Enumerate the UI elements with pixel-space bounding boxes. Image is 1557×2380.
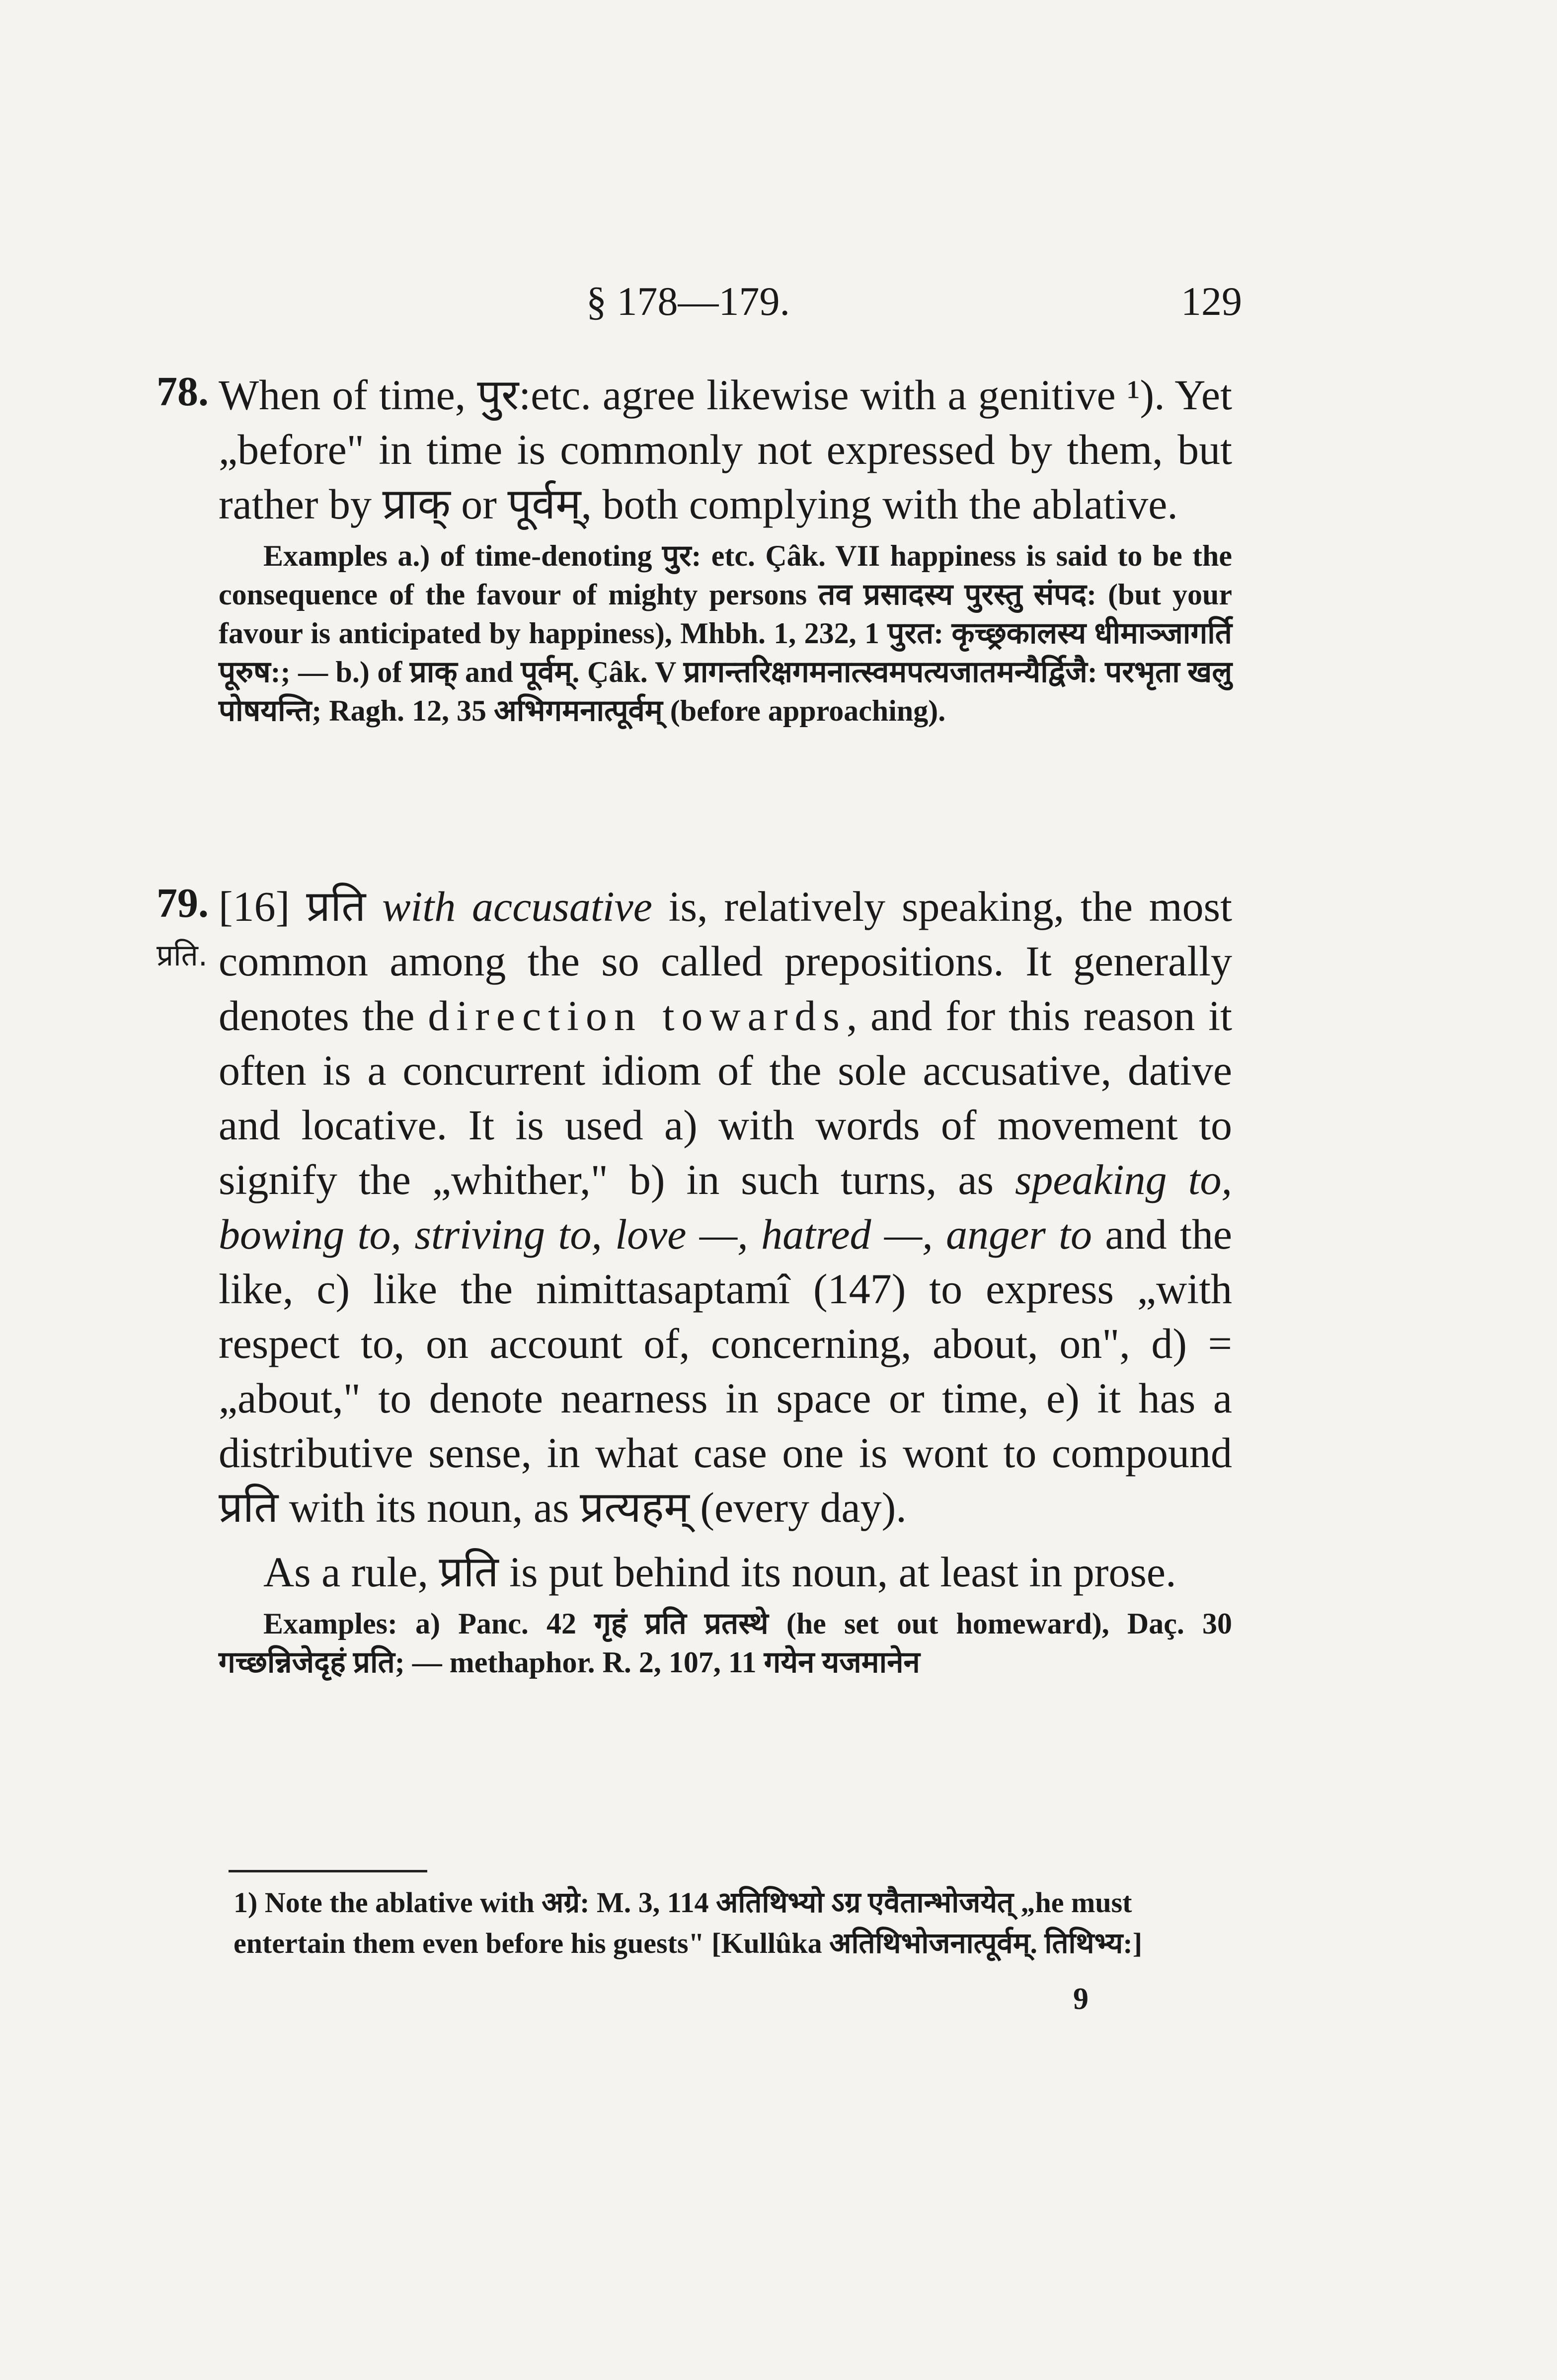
section-range: § 178—179. (586, 279, 790, 324)
text-part-1: is, relatively speaking, the most common among the so called prepositions. It generally denotes the (219, 883, 1233, 1040)
text-part-3: and the like, c) like the nimittasaptamî (147) to express „with respect to, on account of, concerning, about, on", d) = „about," to denote nearness in space or time, e) it has a distributive sense, in what case one is wont to compound प्रति with its noun, as प्रत्यहम् (every day). (219, 1210, 1232, 1531)
section-79-paragraph (219, 879, 1232, 1535)
footnote-divider (229, 1870, 427, 1872)
section-78-examples: Examples a.) of time-denoting पुर: etc. Çâk. VII happiness is said to be the consequence of the favour of mighty persons तव प्रसादस्य पुरस्तु संपद: (but your favour is anticipated by happiness), Mhbh. 1, 232, 1 पुरत: कृच्छ्रकालस्य धीमाञ्जागर्ति पूरुष:; — b.) of प्राक् and पूर्वम्. Çâk. V प्रागन्तरिक्षगमनात्स्वमपत्यजातमन्यैर्द्विजै: परभृता खलु पोषयन्ति; Ragh. 12, 35 अभिगमनात्पूर्वम् (before approaching). (219, 539, 1232, 727)
direction-towards: direction towards (428, 992, 847, 1040)
signature-mark: 9 (1073, 1982, 1089, 2016)
running-header (586, 278, 1242, 325)
footnote: 1) Note the ablative with अग्रे: M. 3, 114 अतिथिभ्यो ऽग्र एवैतान्भोजयेत् „he must entertain them even before his guests" [Kullûka अतिथिभोजनात्पूर्वम्. तिथिभ्य:] (234, 1886, 1143, 1959)
paragraph-number: [16] (219, 883, 290, 930)
prati-word: प्रति (306, 883, 366, 930)
section-number-78: 78. (156, 369, 209, 415)
section-78 (156, 368, 1232, 730)
section-number-79: 79. (156, 880, 209, 926)
with-accusative: with accusative (382, 883, 652, 930)
page-number: 129 (1181, 279, 1242, 324)
section-79-rule: As a rule, प्रति is put behind its noun, at least in prose. (263, 1548, 1176, 1596)
section-79 (156, 879, 1233, 1682)
text-as: as (958, 1156, 994, 1203)
section-79-examples: Examples: a) Panc. 42 गृहं प्रति प्रतस्थे (he set out homeward), Daç. 30 गच्छन्निजेदृहं प्रति; — methaphor. R. 2, 107, 11 गयेन यजमानेन (219, 1607, 1232, 1679)
italic-examples: speaking to, bowing to, striving to, love —, hatred —, anger to (219, 1156, 1232, 1258)
margin-note-prati: प्रति. (156, 938, 208, 973)
section-78-paragraph: When of time, पुर:etc. agree likewise with a genitive ¹). Yet „before" in time is commonly not expressed by them, but rather by प्राक् or पूर्वम्, both complying with the ablative. (219, 371, 1232, 528)
text-part-2: , and for this reason it often is a concurrent idiom of the sole accusative, dative and locative. It is used a) with words of movement to signify the „whither," b) in such turns, (219, 992, 1232, 1203)
